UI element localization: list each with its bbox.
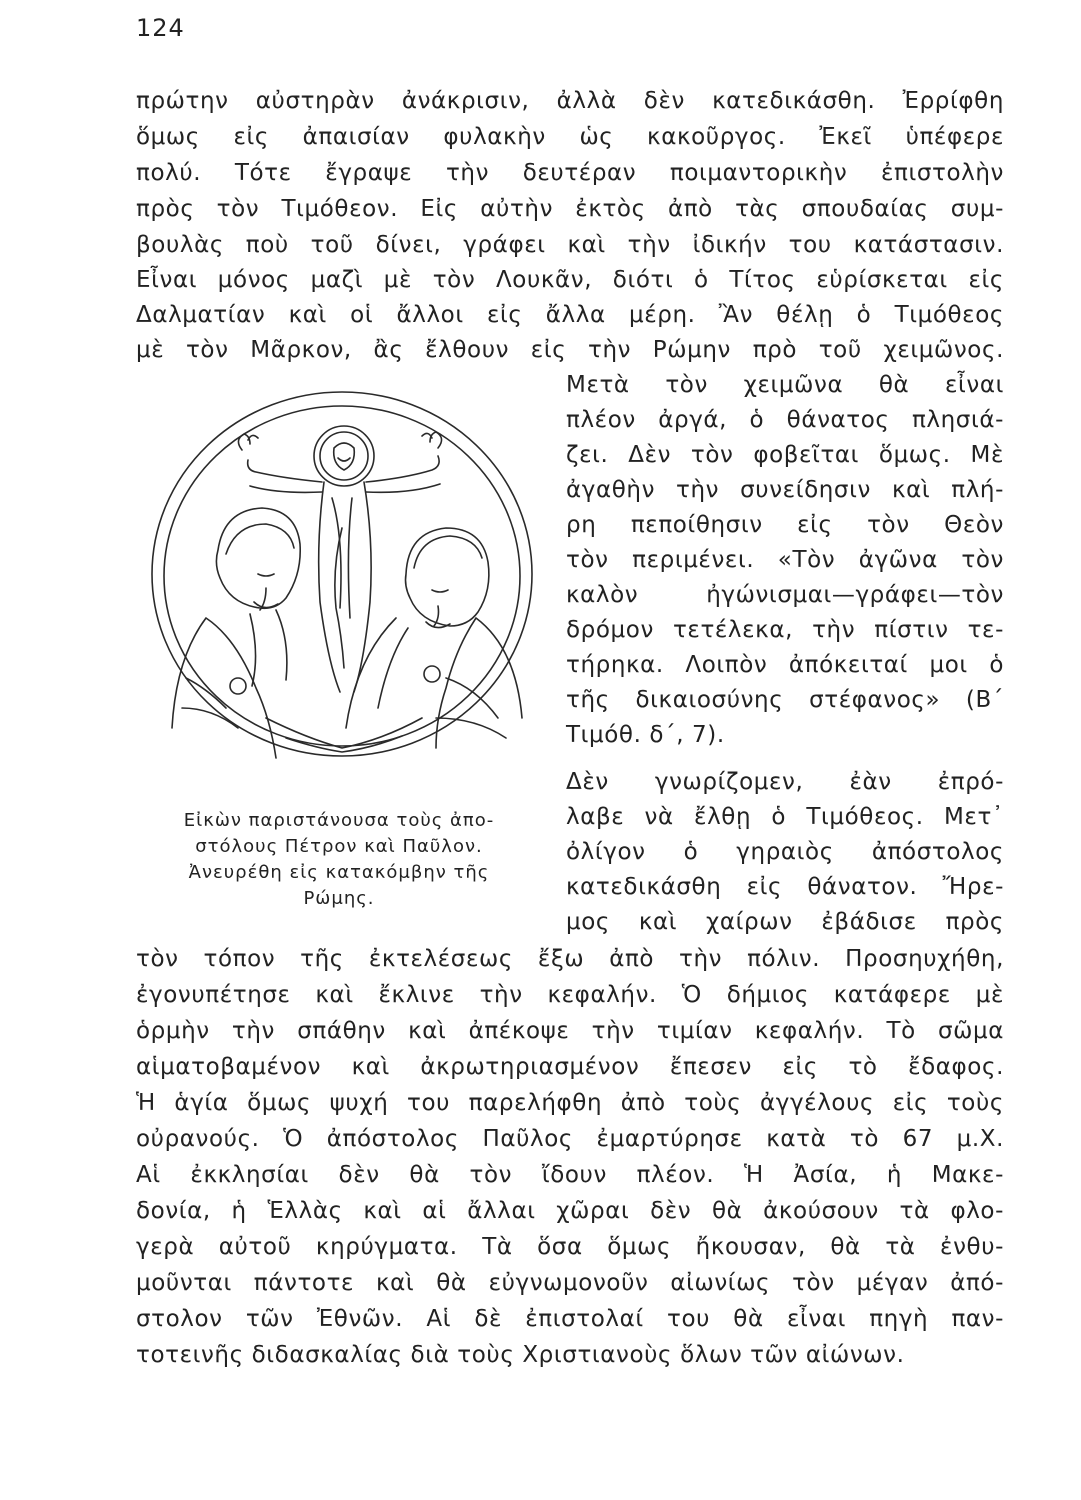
body-line: Δαλματίαν καὶ οἱ ἄλλοι εἰς ἄλλα μέρη. Ἂν θέλῃ ὁ Τιμόθεος — [136, 302, 1004, 328]
page-number: 124 — [136, 14, 185, 42]
side-line: τὸν περιμένει. «Τὸν ἀγῶνα τὸν — [566, 547, 1004, 573]
caption-line: Ἀνευρέθη εἰς κατακόμβην τῆς — [188, 862, 490, 883]
caption-line: στόλους Πέτρον καὶ Παῦλον. — [195, 836, 483, 857]
side-line: Δὲν γνωρίζομεν, ἐὰν ἐπρό- — [566, 769, 1004, 795]
body-line: βουλὰς ποὺ τοῦ δίνει, γράφει καὶ τὴν ἰδικήν του κατάστασιν. — [136, 232, 1004, 258]
side-line: ἀγαθὴν τὴν συνείδησιν καὶ πλή- — [566, 477, 1004, 503]
body-line: μὲ τὸν Μᾶρκον, ἂς ἔλθουν εἰς τὴν Ρώμην πρὸ τοῦ χειμῶνος. — [136, 337, 1004, 363]
body-line: ὅμως εἰς ἀπαισίαν φυλακὴν ὡς κακοῦργος. Ἐκεῖ ὑπέφερε — [136, 124, 1004, 150]
body-line: γερὰ αὐτοῦ κηρύγματα. Τὰ ὅσα ὅμως ἤκουσαν, θὰ τὰ ἐνθυ- — [136, 1234, 1004, 1260]
body-line: πρὸς τὸν Τιμόθεον. Εἰς αὐτὴν ἐκτὸς ἀπὸ τὰς σπουδαίας συμ- — [136, 196, 1004, 222]
body-line: τοτεινῆς διδασκαλίας διὰ τοὺς Χριστιανοὺς ὅλων τῶν αἰώνων. — [136, 1342, 905, 1368]
side-line: δρόμον τετέλεκα, τὴν πίστιν τε- — [566, 617, 1004, 643]
body-line: στολον τῶν Ἐθνῶν. Αἱ δὲ ἐπιστολαί του θὰ εἶναι πηγὴ παν- — [136, 1306, 1004, 1332]
body-line: Εἶναι μόνος μαζὶ μὲ τὸν Λουκᾶν, διότι ὁ Τίτος εὑρίσκεται εἰς — [136, 267, 1004, 293]
body-line: οὐρανούς. Ὁ ἀπόστολος Παῦλος ἐμαρτύρησε κατὰ τὸ 67 μ.Χ. — [136, 1126, 1004, 1152]
side-line: τήρηκα. Λοιπὸν ἀπόκειταί μοι ὁ — [566, 652, 1004, 678]
caption-line: Ρώμης. — [303, 888, 375, 909]
body-line: ἐγονυπέτησε καὶ ἔκλινε τὴν κεφαλήν. Ὁ δήμιος κατάφερε μὲ — [136, 982, 1004, 1008]
figure-caption — [134, 808, 544, 912]
body-line: πολύ. Τότε ἔγραψε τὴν δευτέραν ποιμαντορικὴν ἐπιστολὴν — [136, 160, 1004, 186]
caption-line: Εἰκὼν παριστάνουσα τοὺς ἀπο- — [183, 810, 495, 831]
side-line: τῆς δικαιοσύνης στέφανος» (Β΄ — [566, 687, 1004, 713]
body-line: Αἱ ἐκκλησίαι δὲν θὰ τὸν ἴδουν πλέον. Ἡ Ἀσία, ἡ Μακε- — [136, 1162, 1004, 1188]
body-line: ὁρμὴν τὴν σπάθην καὶ ἀπέκοψε τὴν τιμίαν κεφαλήν. Τὸ σῶμα — [136, 1018, 1004, 1044]
side-line: ζει. Δὲν τὸν φοβεῖται ὅμως. Μὲ — [566, 442, 1004, 468]
body-line: αἱματοβαμένον καὶ ἀκρωτηριασμένον ἔπεσεν εἰς τὸ ἔδαφος. — [136, 1054, 1004, 1080]
body-line: μοῦνται πάντοτε καὶ θὰ εὐγνωμονοῦν αἰωνίως τὸν μέγαν ἀπό- — [136, 1270, 1004, 1296]
side-line: ὀλίγον ὁ γηραιὸς ἀπόστολος — [566, 839, 1004, 865]
side-line: κατεδικάσθη εἰς θάνατον. Ἤρε- — [566, 874, 1004, 900]
catacomb-medallion-illustration — [146, 378, 546, 778]
body-line: δονία, ἡ Ἑλλὰς καὶ αἱ ἄλλαι χῶραι δὲν θὰ ἀκούσουν τὰ φλο- — [136, 1198, 1004, 1224]
side-line: μος καὶ χαίρων ἐβάδισε πρὸς — [566, 909, 1004, 935]
side-line: καλὸν ἠγώνισμαι—γράφει—τὸν — [566, 582, 1004, 608]
side-line: Τιμόθ. δ΄, 7). — [566, 722, 725, 748]
body-line: Ἡ ἁγία ὅμως ψυχή του παρελήφθη ἀπὸ τοὺς ἀγγέλους εἰς τοὺς — [136, 1090, 1004, 1116]
side-line: πλέον ἀργά, ὁ θάνατος πλησιά- — [566, 407, 1004, 433]
side-line: ρη πεποίθησιν εἰς τὸν Θεὸν — [566, 512, 1004, 538]
body-line: πρώτην αὐστηρὰν ἀνάκρισιν, ἀλλὰ δὲν κατεδικάσθη. Ἐρρίφθη — [136, 88, 1004, 114]
side-line: Μετὰ τὸν χειμῶνα θὰ εἶναι — [566, 372, 1004, 398]
side-line: λαβε νὰ ἔλθῃ ὁ Τιμόθεος. Μετ᾽ — [566, 804, 1004, 830]
body-line: τὸν τόπον τῆς ἐκτελέσεως ἔξω ἀπὸ τὴν πόλιν. Προσηυχήθη, — [136, 946, 1004, 972]
